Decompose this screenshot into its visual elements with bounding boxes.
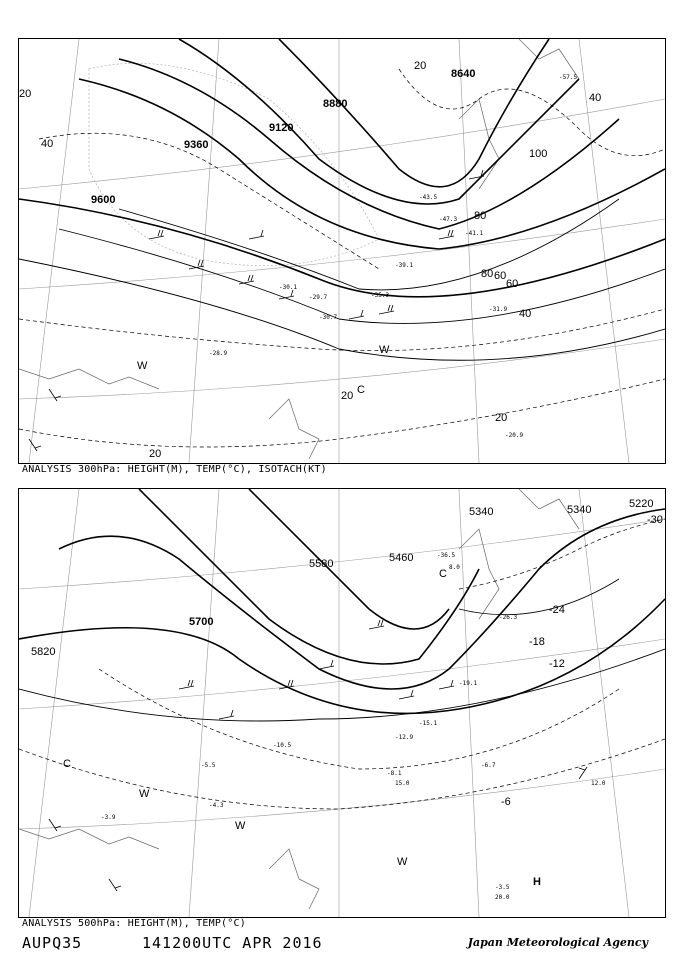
height-contours bbox=[19, 489, 665, 713]
cold-symbol: C bbox=[63, 758, 71, 770]
isotach-label: 20 bbox=[414, 60, 427, 72]
height-label: 8880 bbox=[323, 98, 348, 110]
temp-label: -39.1 bbox=[395, 262, 414, 269]
isotach-label: 80 bbox=[474, 210, 487, 222]
map-300hpa-svg bbox=[19, 39, 665, 463]
agency-name: Japan Meteorological Agency bbox=[467, 936, 648, 949]
isotach-contours bbox=[19, 199, 665, 360]
temp-label: -5.5 bbox=[201, 762, 216, 769]
temp-label: -47.3 bbox=[439, 216, 458, 223]
chart-code: AUPQ35 bbox=[22, 934, 83, 952]
high-pressure-symbol: H bbox=[533, 876, 541, 888]
isotach-label: 60 bbox=[494, 270, 507, 282]
map-500hpa-svg bbox=[19, 489, 665, 917]
height-label: 5580 bbox=[309, 558, 334, 570]
cold-symbol: C bbox=[439, 568, 447, 580]
height-label: 5820 bbox=[31, 646, 56, 658]
temp-label: -29.7 bbox=[309, 294, 328, 301]
temp-label: 12.0 bbox=[591, 780, 606, 787]
warm-symbol: W bbox=[379, 344, 390, 356]
coastline bbox=[19, 39, 579, 459]
isotach-label: 40 bbox=[41, 138, 54, 150]
isotach-label: 20 bbox=[19, 88, 32, 100]
map-panel-500hpa bbox=[18, 488, 666, 918]
wind-barbs bbox=[49, 620, 587, 891]
temp-label: -30.1 bbox=[279, 284, 298, 291]
height-label: 5340 bbox=[469, 506, 494, 518]
height-label: 9360 bbox=[184, 139, 209, 151]
isotherm-label: -24 bbox=[549, 604, 565, 616]
temp-label: -31.9 bbox=[489, 306, 508, 313]
height-label: 8640 bbox=[451, 68, 476, 80]
isotach-label: 100 bbox=[529, 148, 548, 160]
shaded-wind-area bbox=[89, 63, 379, 265]
isotherms bbox=[19, 519, 665, 809]
temp-label: -20.9 bbox=[505, 432, 524, 439]
height-label: 5340 bbox=[567, 504, 592, 516]
temp-label: -8.1 bbox=[387, 770, 402, 777]
temp-label: -19.1 bbox=[459, 680, 478, 687]
coastline bbox=[19, 489, 579, 909]
thin-contours bbox=[19, 579, 665, 721]
temp-label: -3.9 bbox=[101, 814, 116, 821]
height-label: 5220 bbox=[629, 498, 654, 510]
temp-label: -3.5 bbox=[495, 884, 510, 891]
isotach-label: 80 bbox=[481, 268, 494, 280]
temp-label: -41.1 bbox=[465, 230, 484, 237]
isotherm-label: -18 bbox=[529, 636, 545, 648]
temp-label: -43.5 bbox=[419, 194, 438, 201]
temp-label: -12.9 bbox=[395, 734, 414, 741]
temp-label: -57.5 bbox=[559, 74, 578, 81]
temp-label: -26.3 bbox=[499, 614, 518, 621]
map-panel-300hpa bbox=[18, 38, 666, 464]
isotherm-label: -30 bbox=[647, 514, 663, 526]
height-label: 5700 bbox=[189, 616, 214, 628]
caption-300hpa: ANALYSIS 300hPa: HEIGHT(M), TEMP(°C), ISOTACH(KT) bbox=[22, 464, 327, 475]
temp-label: -30.7 bbox=[319, 314, 338, 321]
height-label: 5460 bbox=[389, 552, 414, 564]
caption-500hpa: ANALYSIS 500hPa: HEIGHT(M), TEMP(°C) bbox=[22, 918, 246, 929]
warm-symbol: W bbox=[139, 788, 150, 800]
warm-symbol: W bbox=[397, 856, 408, 868]
height-label: 9600 bbox=[91, 194, 116, 206]
temp-label: -10.5 bbox=[273, 742, 292, 749]
warm-symbol: W bbox=[235, 820, 246, 832]
temp-label: -35.3 bbox=[371, 292, 390, 299]
temp-label: -15.1 bbox=[419, 720, 438, 727]
cold-symbol: C bbox=[357, 384, 365, 396]
isotach-label: 20 bbox=[495, 412, 508, 424]
isotherm-label: -12 bbox=[549, 658, 565, 670]
graticule bbox=[19, 489, 665, 917]
isotach-label: 40 bbox=[519, 308, 532, 320]
height-label: 9120 bbox=[269, 122, 294, 134]
temp-label: -36.5 bbox=[437, 552, 456, 559]
temp-label: -28.9 bbox=[209, 350, 228, 357]
temp-label: 8.0 bbox=[449, 564, 460, 571]
isotach-label: 60 bbox=[506, 278, 519, 290]
chart-datetime: 141200UTC APR 2016 bbox=[142, 934, 323, 952]
temp-label: -4.3 bbox=[209, 802, 224, 809]
isotach-label: 20 bbox=[149, 448, 162, 460]
isotach-label: 20 bbox=[341, 390, 354, 402]
temp-label: 15.0 bbox=[395, 780, 410, 787]
warm-symbol: W bbox=[137, 360, 148, 372]
temp-label: 20.0 bbox=[495, 894, 510, 901]
isotherm-label: -6 bbox=[501, 796, 511, 808]
isotach-label: 40 bbox=[589, 92, 602, 104]
temp-label: -6.7 bbox=[481, 762, 496, 769]
